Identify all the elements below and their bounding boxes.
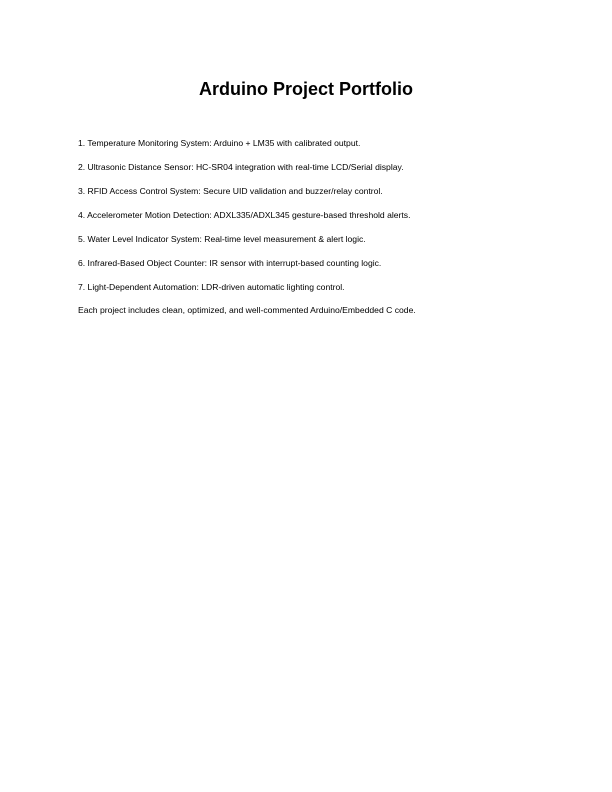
project-item: 1. Temperature Monitoring System: Arduino + LM35 with calibrated output.: [78, 138, 361, 148]
project-item: 2. Ultrasonic Distance Sensor: HC-SR04 integration with real-time LCD/Serial display.: [78, 162, 404, 172]
footer-note: Each project includes clean, optimized, and well-commented Arduino/Embedded C code.: [78, 305, 416, 315]
project-item: 4. Accelerometer Motion Detection: ADXL335/ADXL345 gesture-based threshold alerts.: [78, 210, 411, 220]
project-item: 3. RFID Access Control System: Secure UID validation and buzzer/relay control.: [78, 186, 383, 196]
project-item: 6. Infrared-Based Object Counter: IR sensor with interrupt-based counting logic.: [78, 258, 382, 268]
project-item: 7. Light-Dependent Automation: LDR-driven automatic lighting control.: [78, 282, 345, 292]
project-item: 5. Water Level Indicator System: Real-time level measurement & alert logic.: [78, 234, 366, 244]
page-title: Arduino Project Portfolio: [199, 79, 413, 99]
